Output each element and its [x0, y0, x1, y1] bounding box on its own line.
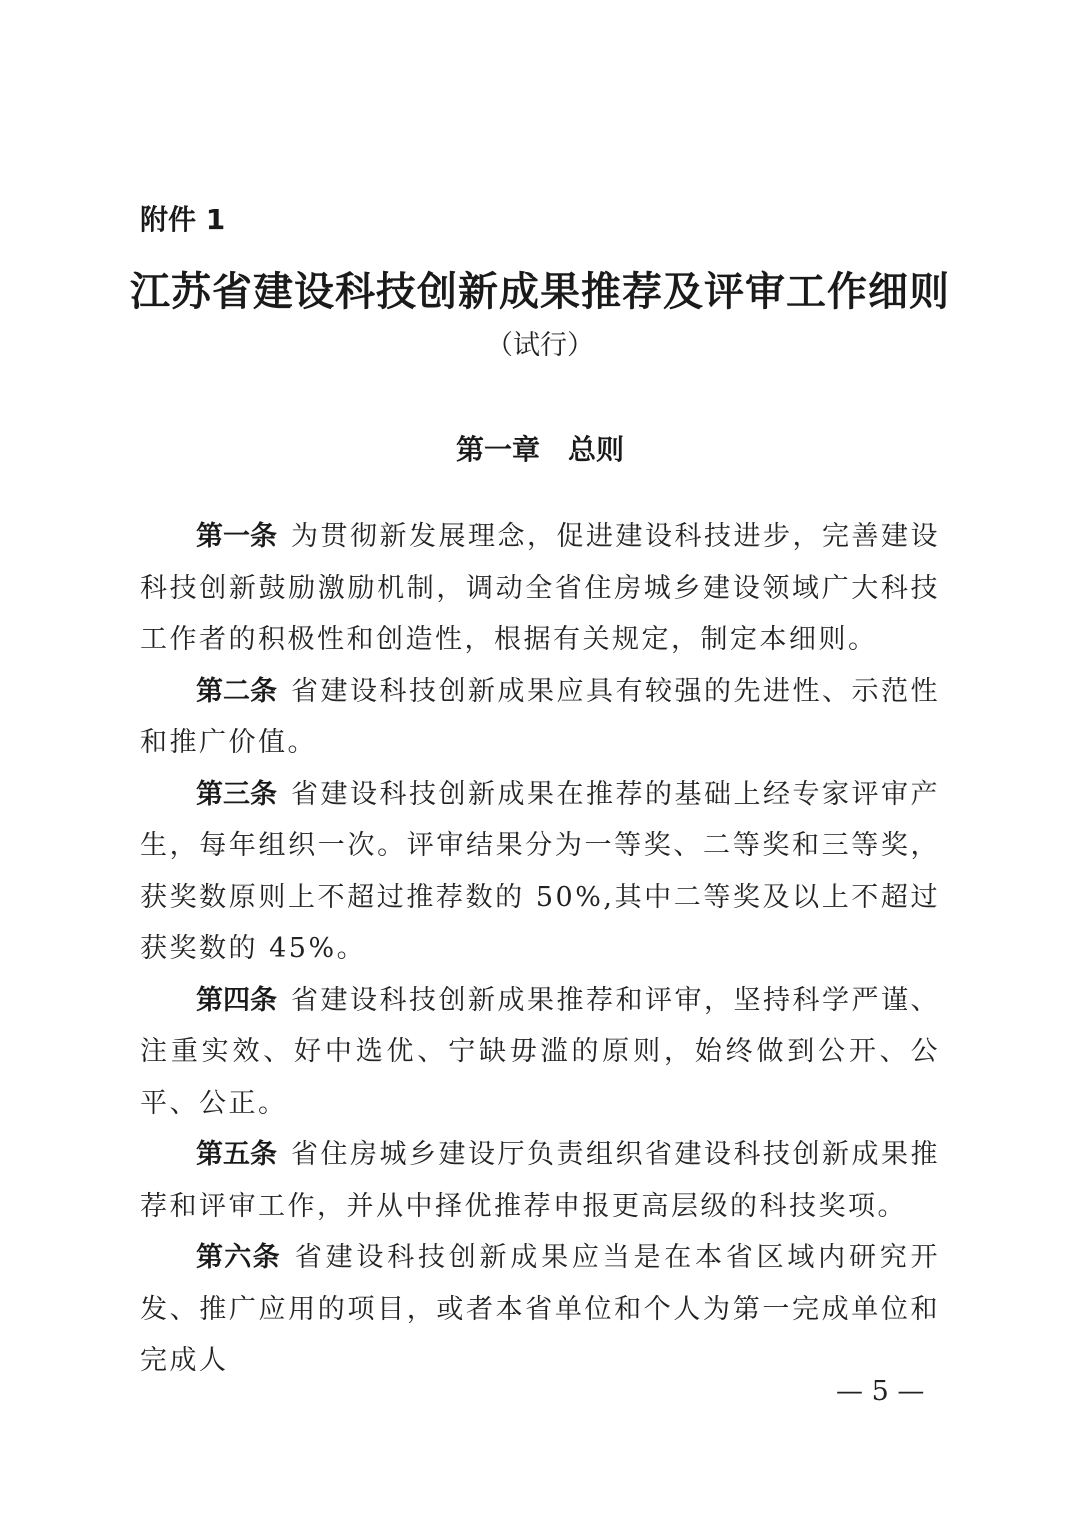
article-text: 省建设科技创新成果推荐和评审，坚持科学严谨、注重实效、好中选优、宁缺毋滥的原则，始终做到公开、公平、公正。	[140, 984, 940, 1119]
article-label: 第四条	[196, 984, 277, 1016]
article-4	[140, 975, 940, 1130]
article-label: 第一条	[196, 521, 277, 552]
article-label: 第三条	[196, 778, 277, 810]
attachment-label: 附件 1	[140, 203, 226, 236]
article-6	[140, 1232, 940, 1387]
article-text: 省建设科技创新成果在推荐的基础上经专家评审产生，每年组织一次。评审结果分为一等奖、二等奖和三等奖，获奖数原则上不超过推荐数的 50%,其中二等奖及以上不超过获奖数的 45%。	[140, 778, 940, 964]
article-3	[140, 769, 940, 975]
article-label: 第二条	[196, 675, 277, 707]
article-text: 省建设科技创新成果应具有较强的先进性、示范性和推广价值。	[140, 675, 940, 758]
article-5	[140, 1129, 940, 1232]
document-title: 江苏省建设科技创新成果推荐及评审工作细则	[130, 269, 950, 315]
article-text: 省建设科技创新成果应当是在本省区域内研究开发、推广应用的项目，或者本省单位和个人为第一完成单位和完成人	[140, 1242, 941, 1376]
article-label: 第五条	[196, 1139, 277, 1170]
chapter-heading: 第一章 总则	[455, 433, 624, 466]
article-2	[140, 666, 940, 769]
article-list	[140, 511, 940, 1387]
article-text: 为贯彻新发展理念，促进建设科技进步，完善建设科技创新鼓励激励机制，调动全省住房城乡建设领域广大科技工作者的积极性和创造性，根据有关规定，制定本细则。	[140, 521, 940, 655]
article-1	[140, 511, 940, 666]
article-label: 第六条	[196, 1242, 281, 1273]
article-text: 省住房城乡建设厅负责组织省建设科技创新成果推荐和评审工作，并从中择优推荐申报更高层级的科技奖项。	[140, 1139, 940, 1222]
page-number: — 5 —	[836, 1376, 925, 1407]
document-subtitle: （试行）	[486, 330, 594, 361]
